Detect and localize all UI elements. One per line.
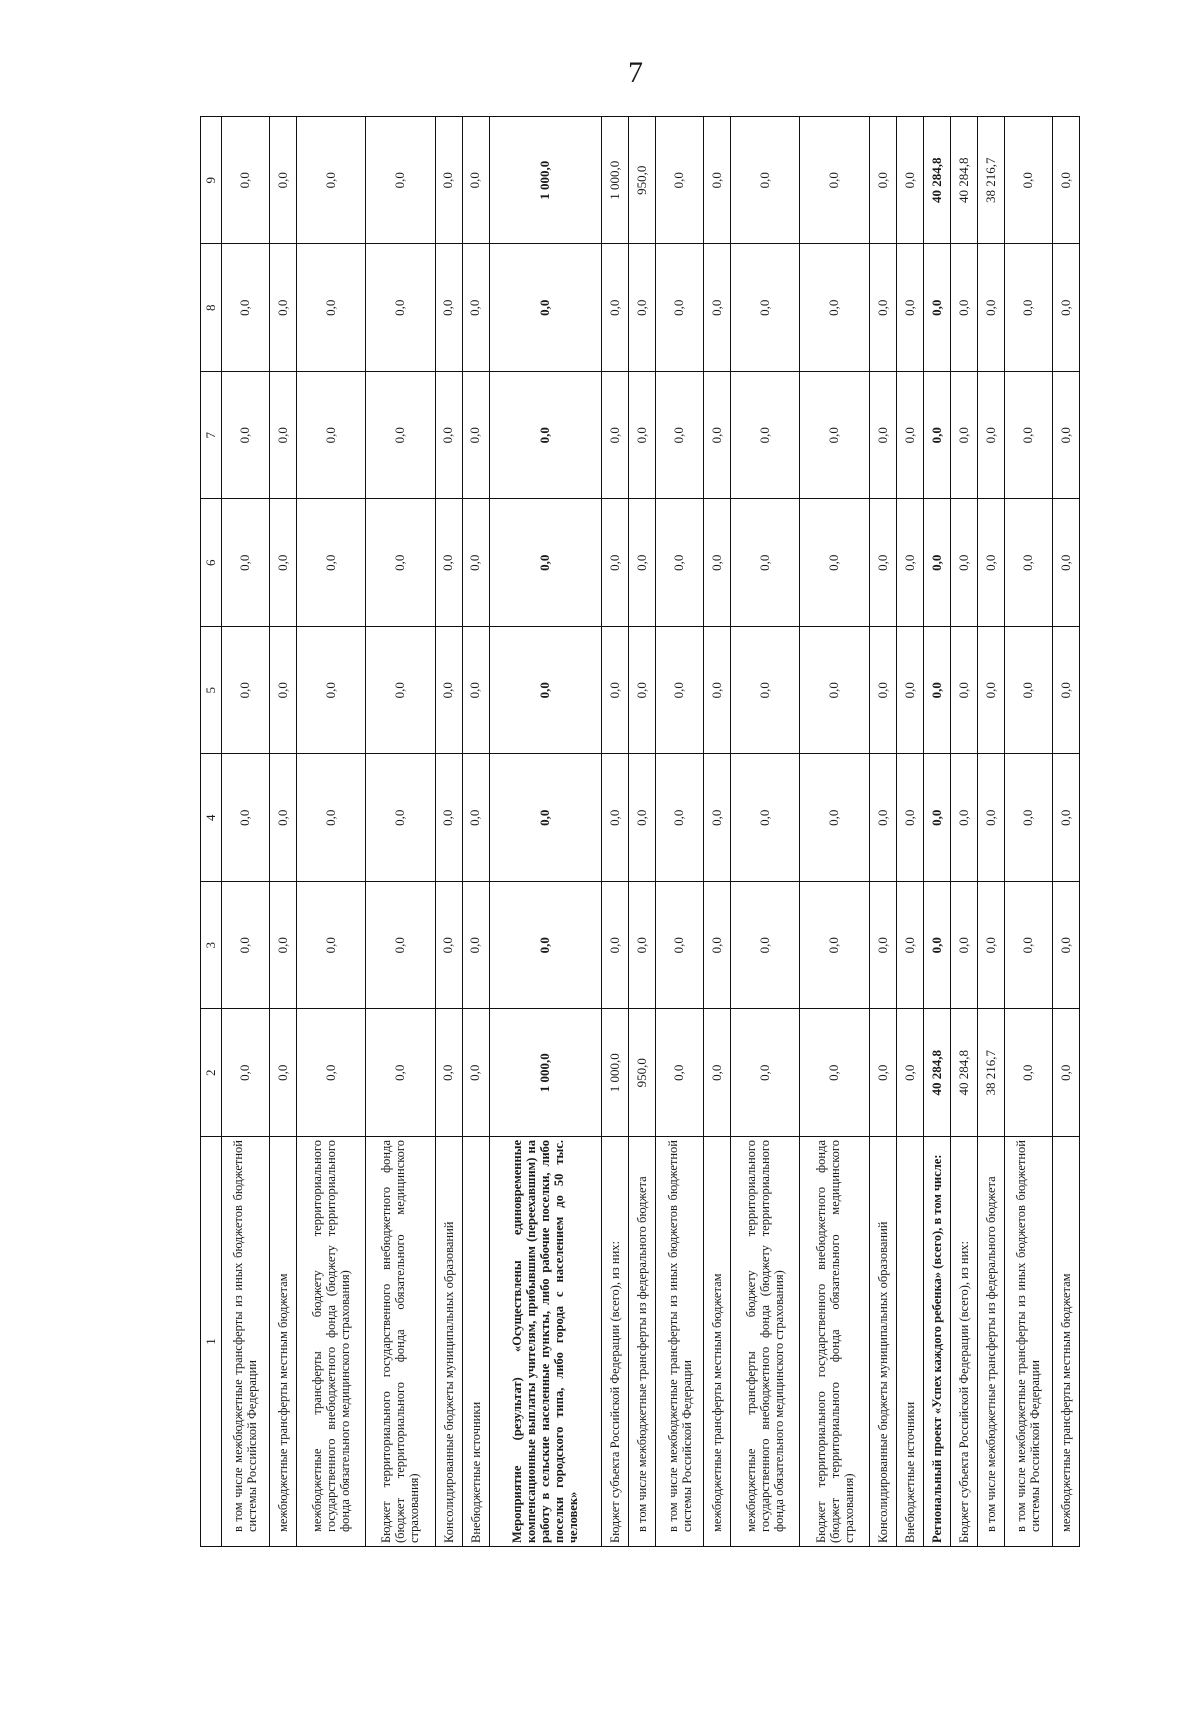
value-cell: 0,0 xyxy=(602,372,629,500)
value-cell: 0,0 xyxy=(602,882,629,1010)
value-cell: 1 000,0 xyxy=(489,1009,602,1137)
table-row xyxy=(435,117,462,1547)
value-cell: 0,0 xyxy=(869,372,896,500)
table-row xyxy=(950,117,977,1547)
value-cell: 0,0 xyxy=(896,499,923,627)
row-label: Бюджет территориального государственного внебюджетного фонда (бюджет территориального фонда обязательного медицинского страхования) xyxy=(366,1137,435,1547)
row-label: в том числе межбюджетные трансферты из иных бюджетов бюджетной системы Российской Федерации xyxy=(656,1137,704,1547)
value-cell: 0,0 xyxy=(869,627,896,755)
value-cell: 0,0 xyxy=(800,117,869,245)
value-cell: 0,0 xyxy=(435,499,462,627)
value-cell: 0,0 xyxy=(602,627,629,755)
value-cell: 0,0 xyxy=(366,499,435,627)
value-cell: 0,0 xyxy=(978,372,1005,500)
value-cell: 0,0 xyxy=(704,117,731,245)
value-cell: 0,0 xyxy=(731,754,800,882)
value-cell: 0,0 xyxy=(978,882,1005,1010)
value-cell: 0,0 xyxy=(462,244,489,372)
value-cell: 0,0 xyxy=(896,627,923,755)
value-cell: 0,0 xyxy=(296,499,365,627)
value-cell: 0,0 xyxy=(366,244,435,372)
value-cell: 0,0 xyxy=(1005,499,1053,627)
value-cell: 0,0 xyxy=(435,1009,462,1137)
value-cell: 0,0 xyxy=(869,882,896,1010)
value-cell: 0,0 xyxy=(800,1009,869,1137)
value-cell: 0,0 xyxy=(296,117,365,245)
value-cell: 0,0 xyxy=(462,1009,489,1137)
value-cell: 0,0 xyxy=(1052,244,1079,372)
value-cell: 0,0 xyxy=(950,372,977,500)
value-cell: 0,0 xyxy=(869,1009,896,1137)
value-cell: 0,0 xyxy=(489,372,602,500)
value-cell: 0,0 xyxy=(731,372,800,500)
row-label: межбюджетные трансферты бюджету территориального государственного внебюджетного фонда (бюджету территориального фонда обязательного медицинского страхования) xyxy=(296,1137,365,1547)
table-row xyxy=(296,117,365,1547)
row-label: Бюджет субъекта Российской Федерации (всего), из них: xyxy=(602,1137,629,1547)
row-label: межбюджетные трансферты местным бюджетам xyxy=(269,1137,296,1547)
value-cell: 0,0 xyxy=(950,882,977,1010)
value-cell: 0,0 xyxy=(800,882,869,1010)
value-cell: 0,0 xyxy=(222,1009,270,1137)
value-cell: 0,0 xyxy=(869,117,896,245)
value-cell: 0,0 xyxy=(704,754,731,882)
value-cell: 950,0 xyxy=(629,1009,656,1137)
value-cell: 0,0 xyxy=(629,499,656,627)
table-row xyxy=(704,117,731,1547)
row-label: межбюджетные трансферты местным бюджетам xyxy=(704,1137,731,1547)
value-cell: 0,0 xyxy=(656,882,704,1010)
column-header: 6 xyxy=(201,499,222,627)
table-row xyxy=(896,117,923,1547)
value-cell: 40 284,8 xyxy=(923,1009,950,1137)
value-cell: 0,0 xyxy=(296,754,365,882)
value-cell: 0,0 xyxy=(489,499,602,627)
value-cell: 0,0 xyxy=(923,372,950,500)
column-header: 1 xyxy=(201,1137,222,1547)
value-cell: 0,0 xyxy=(222,754,270,882)
row-label: межбюджетные трансферты местным бюджетам xyxy=(1052,1137,1079,1547)
value-cell: 0,0 xyxy=(296,1009,365,1137)
table-row xyxy=(462,117,489,1547)
value-cell: 0,0 xyxy=(656,627,704,755)
value-cell: 0,0 xyxy=(629,627,656,755)
value-cell: 0,0 xyxy=(1052,754,1079,882)
column-header: 2 xyxy=(201,1009,222,1137)
value-cell: 0,0 xyxy=(222,372,270,500)
value-cell: 0,0 xyxy=(704,244,731,372)
value-cell: 0,0 xyxy=(1005,627,1053,755)
value-cell: 0,0 xyxy=(656,372,704,500)
column-header: 7 xyxy=(201,372,222,500)
value-cell: 0,0 xyxy=(1005,754,1053,882)
value-cell: 0,0 xyxy=(978,754,1005,882)
value-cell: 0,0 xyxy=(296,627,365,755)
value-cell: 0,0 xyxy=(896,244,923,372)
value-cell: 0,0 xyxy=(269,499,296,627)
value-cell: 0,0 xyxy=(896,372,923,500)
value-cell: 950,0 xyxy=(629,117,656,245)
value-cell: 0,0 xyxy=(704,882,731,1010)
value-cell: 0,0 xyxy=(269,117,296,245)
table-row xyxy=(602,117,629,1547)
value-cell: 0,0 xyxy=(1005,244,1053,372)
value-cell: 0,0 xyxy=(923,499,950,627)
row-label: Бюджет субъекта Российской Федерации (всего), из них: xyxy=(950,1137,977,1547)
value-cell: 0,0 xyxy=(656,244,704,372)
value-cell: 0,0 xyxy=(602,244,629,372)
budget-table xyxy=(200,116,1080,1547)
value-cell: 0,0 xyxy=(869,244,896,372)
value-cell: 0,0 xyxy=(296,372,365,500)
value-cell: 0,0 xyxy=(222,882,270,1010)
value-cell: 0,0 xyxy=(1052,499,1079,627)
value-cell: 0,0 xyxy=(602,499,629,627)
value-cell: 0,0 xyxy=(1005,372,1053,500)
value-cell: 38 216,7 xyxy=(978,1009,1005,1137)
table-row xyxy=(800,117,869,1547)
value-cell: 0,0 xyxy=(462,754,489,882)
row-label: межбюджетные трансферты бюджету территориального государственного внебюджетного фонда (бюджету территориального фонда обязательного медицинского страхования) xyxy=(731,1137,800,1547)
value-cell: 0,0 xyxy=(602,754,629,882)
value-cell: 0,0 xyxy=(489,754,602,882)
value-cell: 0,0 xyxy=(222,627,270,755)
value-cell: 0,0 xyxy=(462,499,489,627)
value-cell: 0,0 xyxy=(269,244,296,372)
value-cell: 1 000,0 xyxy=(489,117,602,245)
value-cell: 0,0 xyxy=(731,1009,800,1137)
value-cell: 0,0 xyxy=(366,1009,435,1137)
value-cell: 0,0 xyxy=(704,499,731,627)
row-label: Региональный проект «Успех каждого ребенка» (всего), в том числе: xyxy=(923,1137,950,1547)
value-cell: 0,0 xyxy=(1005,1009,1053,1137)
value-cell: 0,0 xyxy=(489,882,602,1010)
value-cell: 0,0 xyxy=(1005,882,1053,1010)
value-cell: 0,0 xyxy=(366,627,435,755)
value-cell: 0,0 xyxy=(978,499,1005,627)
value-cell: 0,0 xyxy=(800,244,869,372)
value-cell: 0,0 xyxy=(629,244,656,372)
table-row xyxy=(1005,117,1053,1547)
value-cell: 0,0 xyxy=(923,627,950,755)
value-cell: 0,0 xyxy=(950,754,977,882)
value-cell: 0,0 xyxy=(896,754,923,882)
value-cell: 0,0 xyxy=(656,117,704,245)
value-cell: 1 000,0 xyxy=(602,1009,629,1137)
value-cell: 0,0 xyxy=(800,627,869,755)
value-cell: 0,0 xyxy=(1052,1009,1079,1137)
row-label: в том числе межбюджетные трансферты из федерального бюджета xyxy=(629,1137,656,1547)
value-cell: 0,0 xyxy=(366,882,435,1010)
value-cell: 0,0 xyxy=(435,117,462,245)
table-row xyxy=(489,117,602,1547)
value-cell: 0,0 xyxy=(950,627,977,755)
table-row xyxy=(269,117,296,1547)
value-cell: 0,0 xyxy=(435,244,462,372)
value-cell: 0,0 xyxy=(731,244,800,372)
value-cell: 0,0 xyxy=(1052,627,1079,755)
row-label: в том числе межбюджетные трансферты из федерального бюджета xyxy=(978,1137,1005,1547)
value-cell: 40 284,8 xyxy=(950,1009,977,1137)
value-cell: 0,0 xyxy=(629,372,656,500)
value-cell: 0,0 xyxy=(1005,117,1053,245)
value-cell: 0,0 xyxy=(462,117,489,245)
value-cell: 0,0 xyxy=(731,499,800,627)
value-cell: 0,0 xyxy=(869,754,896,882)
row-label: в том числе межбюджетные трансферты из иных бюджетов бюджетной системы Российской Федерации xyxy=(1005,1137,1053,1547)
column-header: 8 xyxy=(201,244,222,372)
value-cell: 0,0 xyxy=(222,499,270,627)
value-cell: 0,0 xyxy=(366,754,435,882)
value-cell: 0,0 xyxy=(222,117,270,245)
value-cell: 0,0 xyxy=(978,627,1005,755)
column-header: 5 xyxy=(201,627,222,755)
value-cell: 0,0 xyxy=(704,1009,731,1137)
value-cell: 0,0 xyxy=(704,372,731,500)
value-cell: 0,0 xyxy=(489,244,602,372)
value-cell: 0,0 xyxy=(296,244,365,372)
budget-table-frame xyxy=(200,117,1080,1547)
row-label: Внебюджетные источники xyxy=(462,1137,489,1547)
row-label: Мероприятие (результат) «Осуществлены единовременные компенсационные выплаты учителям, прибывшим (переехавшим) на работу в сельские населенные пункты, либо рабочие поселки, либо поселки городского типа, либо города с населением до 50 тыс. человек» xyxy=(489,1137,602,1547)
value-cell: 0,0 xyxy=(366,372,435,500)
value-cell: 38 216,7 xyxy=(978,117,1005,245)
value-cell: 40 284,8 xyxy=(950,117,977,245)
value-cell: 0,0 xyxy=(656,499,704,627)
value-cell: 0,0 xyxy=(704,627,731,755)
value-cell: 0,0 xyxy=(1052,372,1079,500)
row-label: в том числе межбюджетные трансферты из иных бюджетов бюджетной системы Российской Федерации xyxy=(222,1137,270,1547)
value-cell: 0,0 xyxy=(296,882,365,1010)
table-row xyxy=(869,117,896,1547)
value-cell: 40 284,8 xyxy=(923,117,950,245)
value-cell: 0,0 xyxy=(950,244,977,372)
value-cell: 0,0 xyxy=(1052,882,1079,1010)
value-cell: 0,0 xyxy=(462,627,489,755)
value-cell: 0,0 xyxy=(269,372,296,500)
column-header: 4 xyxy=(201,754,222,882)
row-label: Консолидированные бюджеты муниципальных образований xyxy=(869,1137,896,1547)
value-cell: 0,0 xyxy=(462,372,489,500)
value-cell: 0,0 xyxy=(629,882,656,1010)
value-cell: 0,0 xyxy=(869,499,896,627)
value-cell: 0,0 xyxy=(269,1009,296,1137)
table-header-row xyxy=(201,117,222,1547)
value-cell: 0,0 xyxy=(978,244,1005,372)
table-row xyxy=(978,117,1005,1547)
value-cell: 0,0 xyxy=(435,627,462,755)
value-cell: 0,0 xyxy=(731,117,800,245)
value-cell: 0,0 xyxy=(222,244,270,372)
value-cell: 0,0 xyxy=(435,372,462,500)
value-cell: 0,0 xyxy=(800,754,869,882)
page-number: 7 xyxy=(628,56,643,89)
table-row xyxy=(731,117,800,1547)
table-row xyxy=(222,117,270,1547)
row-label: Консолидированные бюджеты муниципальных образований xyxy=(435,1137,462,1547)
value-cell: 0,0 xyxy=(435,754,462,882)
row-label: Внебюджетные источники xyxy=(896,1137,923,1547)
value-cell: 0,0 xyxy=(731,882,800,1010)
value-cell: 0,0 xyxy=(269,754,296,882)
value-cell: 0,0 xyxy=(923,244,950,372)
value-cell: 0,0 xyxy=(435,882,462,1010)
table-row xyxy=(923,117,950,1547)
value-cell: 0,0 xyxy=(896,117,923,245)
value-cell: 0,0 xyxy=(731,627,800,755)
value-cell: 0,0 xyxy=(489,627,602,755)
value-cell: 0,0 xyxy=(950,499,977,627)
column-header: 9 xyxy=(201,117,222,245)
value-cell: 0,0 xyxy=(1052,117,1079,245)
value-cell: 0,0 xyxy=(269,882,296,1010)
value-cell: 0,0 xyxy=(800,499,869,627)
value-cell: 1 000,0 xyxy=(602,117,629,245)
value-cell: 0,0 xyxy=(923,882,950,1010)
table-row xyxy=(1052,117,1079,1547)
value-cell: 0,0 xyxy=(269,627,296,755)
value-cell: 0,0 xyxy=(896,1009,923,1137)
column-header: 3 xyxy=(201,882,222,1010)
table-row xyxy=(629,117,656,1547)
value-cell: 0,0 xyxy=(366,117,435,245)
table-row xyxy=(366,117,435,1547)
value-cell: 0,0 xyxy=(656,754,704,882)
value-cell: 0,0 xyxy=(656,1009,704,1137)
value-cell: 0,0 xyxy=(462,882,489,1010)
value-cell: 0,0 xyxy=(923,754,950,882)
row-label: Бюджет территориального государственного внебюджетного фонда (бюджет территориального фонда обязательного медицинского страхования) xyxy=(800,1137,869,1547)
value-cell: 0,0 xyxy=(800,372,869,500)
table-row xyxy=(656,117,704,1547)
value-cell: 0,0 xyxy=(629,754,656,882)
value-cell: 0,0 xyxy=(896,882,923,1010)
